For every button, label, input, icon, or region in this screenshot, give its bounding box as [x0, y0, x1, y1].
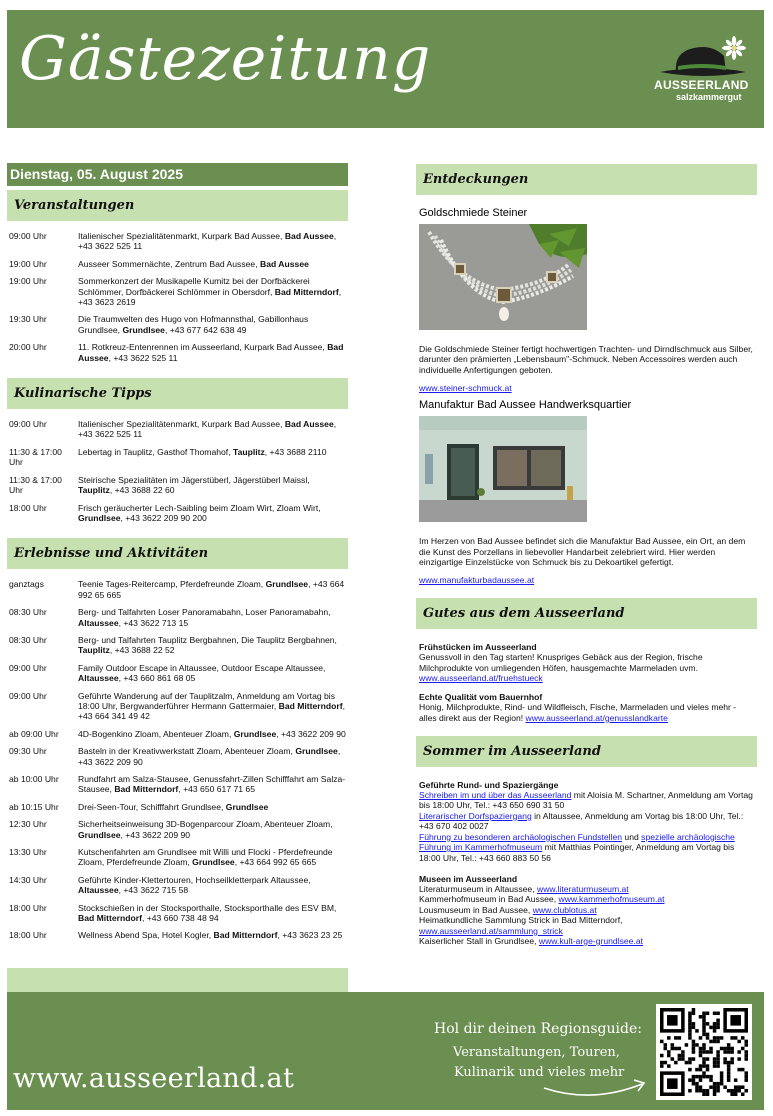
event-description: Sicherheitseinweisung 3D-Bogenparcour Zloam, Abenteuer Zloam, Grundlsee, +43 3622 209 90: [78, 819, 333, 840]
event-row: [9, 802, 346, 812]
event-location: Grundlsee: [78, 829, 121, 840]
qr-code-icon: [660, 1008, 748, 1096]
arrow-icon: [542, 1074, 652, 1102]
event-location: Grundlsee: [295, 746, 338, 757]
event-time: 12:30 Uhr: [9, 819, 47, 830]
event-location: Bad Aussee: [284, 231, 334, 241]
event-row: [9, 875, 346, 896]
dorfspaziergang-link[interactable]: Literarischer Dorfspaziergang: [419, 810, 532, 821]
event-location: Bad Mitterndorf: [213, 930, 278, 941]
event-time: 18:00 Uhr: [9, 902, 47, 913]
entdeckung-heading-2: Manufaktur Bad Aussee Handwerksquartier: [419, 399, 632, 412]
event-time: 19:00 Uhr: [9, 258, 47, 269]
logo-subtitle: salzkammergut: [676, 92, 742, 102]
event-time: 09:00 Uhr: [9, 690, 47, 701]
event-description: Lebertag in Tauplitz, Gasthof Thomahof, Tauplitz, +43 3688 2110: [78, 446, 327, 457]
manufaktur-link[interactable]: www.manufakturbadaussee.at: [419, 575, 535, 586]
event-location: Bad Aussee: [260, 258, 309, 269]
entdeckung-text-2: Im Herzen von Bad Aussee befindet sich die Manufaktur Bad Aussee, ein Ort, an dem die Kunst des Porzellans in liebevoller Handarbeit zelebriert wird. Hier werden einzigartige Einzelstücke von Schmuck bis zu Dekoartikel gefertigt.: [419, 536, 746, 568]
section-entdeckungen: Entdeckungen: [416, 164, 757, 195]
event-description: Stockschießen in der Stocksporthalle, Stocksporthalle des ESV BM, Bad Mitterndorf, +43 660 738 48 94: [78, 902, 337, 924]
fundstellen-link[interactable]: Führung zu besonderen archäologischen Fundstellen: [419, 831, 623, 842]
event-location: Bad Aussee: [284, 419, 334, 430]
fuehrungen-heading: Geführte Rund- und Spaziergänge: [419, 780, 559, 791]
event-description: Sommerkonzert der Musikapelle Kumitz bei der Dorfbäckerei Schlömmer, Dorfbäckerei Schlömmer in Obersdorf, Bad Mitterndorf, +43 3623 2619: [78, 276, 342, 308]
event-row: [9, 419, 346, 440]
jewelry-necklace-image: [419, 224, 587, 330]
event-row: [9, 447, 346, 468]
event-description: Drei-Seen-Tour, Schifffahrt Grundlsee, Grundlsee: [78, 801, 269, 812]
event-time: 11:30 & 17:00 Uhr: [9, 474, 62, 496]
event-time: 11:30 & 17:00 Uhr: [9, 446, 62, 468]
event-description: Steirische Spezialitäten im Jägerstüberl, Jägerstüberl Maissl, Tauplitz, +43 3688 22 60: [78, 474, 310, 496]
event-time: 09:00 Uhr: [9, 662, 47, 673]
event-location: Grundlsee: [225, 801, 269, 812]
event-row: [9, 930, 346, 940]
event-description: Rundfahrt am Salza-Stausee, Genussfahrt-Zillen Schifffahrt am Salza-Stausee, Bad Mitterndorf, +43 650 617 71 65: [78, 774, 346, 795]
event-description: Die Traumwelten des Hugo von Hofmannsthal, Gabillonhaus Grundlsee, Grundlsee, +43 677 642 638 49: [78, 314, 309, 335]
event-location: Altaussee: [78, 885, 119, 896]
event-row: [9, 663, 346, 684]
event-time: ab 10:00 Uhr: [9, 774, 59, 784]
event-location: Grundlsee: [192, 857, 235, 868]
footer-banner: [7, 992, 764, 1110]
left-column: [7, 163, 348, 956]
event-description: 11. Rotkreuz-Entenrennen im Ausseerland, Kurpark Bad Aussee, Bad Aussee, +43 3622 525 11: [78, 342, 344, 363]
qr-code[interactable]: [656, 1004, 752, 1100]
bauernhof-text-body: Honig, Milchprodukte, Rind- und Wildfleisch, Fische, Marmeladen und vieles mehr - alles direkt aus der Region!: [419, 702, 737, 723]
section-kulinarisch: Kulinarische Tipps: [7, 378, 348, 409]
event-location: Grundlsee: [122, 324, 165, 335]
event-row: [9, 819, 346, 840]
guide-line-3: Kulinarik und vieles mehr: [454, 1065, 625, 1080]
date-heading: Dienstag, 05. August 2025: [7, 163, 348, 186]
event-location: Bad Mitterndorf: [78, 913, 142, 924]
event-description: Berg- und Talfahrten Loser Panoramabahn, Loser Panoramabahn, Altaussee, +43 3622 713 15: [78, 607, 331, 628]
event-description: Italienischer Spezialitätenmarkt, Kurpark Bad Aussee, Bad Aussee, +43 3622 525 11: [78, 419, 337, 440]
museen-text: Literaturmuseum in Altaussee, www.literaturmuseum.at Kammerhofmuseum in Bad Aussee, www.kammerhofmuseum.at Lousmuseum in Bad Aussee, www.clublotus.at Heimatkundliche Sammlung Strick in Bad Mitterndorf, www.ausseerland.at/sammlung_strick Kaiserlicher Stall in Grundlsee, www.kult-arge-grundlsee.at: [419, 883, 665, 946]
fruehstueck-heading: Frühstücken im Ausseerland: [419, 642, 537, 653]
event-row: [9, 607, 346, 628]
event-time: ab 09:00 Uhr: [9, 728, 59, 739]
fruehstueck-text: Genussvoll in den Tag starten! Knuspriges Gebäck aus der Region, frische Milchprodukte von umliegenden Höfen, hausgemachte Marmeladen uvm.: [419, 652, 703, 673]
footer-url[interactable]: www.ausseerland.at: [13, 1063, 295, 1094]
event-time: ganztags: [9, 579, 44, 590]
event-time: 18:00 Uhr: [9, 930, 47, 941]
section-erlebnisse: Erlebnisse und Aktivitäten: [7, 538, 348, 569]
event-row: [9, 729, 346, 739]
event-description: Kutschenfahrten am Grundlsee mit Willi und Flocki - Pferdefreunde Zloam, Pferdefreunde Zloam, Grundlsee, +43 664 992 65 665: [78, 847, 333, 868]
literaturmuseum-link[interactable]: www.literaturmuseum.at: [536, 883, 629, 894]
event-row: [9, 259, 346, 269]
sammlung-strick-link[interactable]: www.ausseerland.at/sammlung_strick: [419, 925, 563, 936]
event-row: [9, 503, 346, 524]
event-time: 20:00 Uhr: [9, 342, 47, 353]
event-time: 19:00 Uhr: [9, 276, 47, 287]
event-row: [9, 847, 346, 868]
entdeckung-text-1: Die Goldschmiede Steiner fertigt hochwertigen Trachten- und Dirndlschmuck aus Silber, darunter den prämierten „Lebensbaum"-Schmuck. Neben Accessoires werden auch individuelle Anfertigungen geboten.: [419, 344, 753, 375]
bauernhof-text: [416, 702, 757, 723]
event-row: [9, 475, 346, 496]
event-location: Tauplitz: [78, 645, 110, 656]
event-row: [9, 903, 346, 924]
event-row: [9, 342, 346, 363]
event-location: Altaussee: [78, 617, 119, 628]
event-location: Bad Aussee: [78, 342, 344, 363]
kammerhof-fuehrung-link[interactable]: spezielle archäologische Führung im Kammerhofmuseum: [419, 831, 735, 853]
event-time: 18:00 Uhr: [9, 502, 47, 513]
event-time: 08:30 Uhr: [9, 607, 47, 618]
event-location: Grundlsee: [265, 579, 309, 590]
erlebnisse-list: [7, 569, 348, 956]
event-description: Italienischer Spezialitätenmarkt, Kurpark Bad Aussee, Bad Aussee, +43 3622 525 11: [78, 231, 337, 252]
steiner-link[interactable]: www.steiner-schmuck.at: [419, 383, 512, 394]
fuehrungen-text: Schreiben im und über das Ausseerland mit Aloisia M. Schartner, Anmeldung am Vortag bis 18:00 Uhr, Tel.: +43 650 690 31 50 Literarischer Dorfspaziergang in Altaussee, Anmeldung am Vortag bis 18:00 Uhr, Tel.: +43 670 402 0027 Führung zu besonderen archäologischen Fundstellen und spezielle archäologische Führung im Kammerhofmuseum mit Matthias Pointinger, Anmeldung am Vortag bis 18:00 Uhr, Tel.: +43 660 883 50 56: [419, 790, 753, 863]
museen-heading: Museen im Ausseerland: [419, 873, 518, 884]
event-description: Wellness Abend Spa, Hotel Kogler, Bad Mitterndorf, +43 3623 23 25: [78, 930, 343, 941]
event-location: Tauplitz: [78, 485, 110, 496]
event-row: [9, 231, 346, 252]
kulinarisch-list: [7, 409, 348, 538]
event-location: Grundlsee: [233, 728, 277, 739]
event-row: [9, 314, 346, 335]
event-location: Altaussee: [78, 673, 119, 684]
event-description: Teenie Tages-Reitercamp, Pferdefreunde Zloam, Grundlsee, +43 664 992 65 665: [78, 579, 345, 600]
event-row: [9, 746, 346, 767]
event-location: Bad Mitterndorf: [274, 286, 339, 297]
guide-line-1: Hol dir deinen Regionsguide:: [434, 1021, 642, 1037]
event-row: [9, 635, 346, 656]
logo-brand: AUSSEERLAND: [654, 78, 749, 92]
manufaktur-building-image: [419, 416, 587, 522]
clublotus-link[interactable]: www.clublotus.at: [532, 904, 597, 915]
event-description: Frisch geräucherter Lech-Saibling beim Zloam Wirt, Zloam Wirt, Grundlsee, +43 3622 209 90 200: [78, 502, 321, 523]
event-description: 4D-Bogenkino Zloam, Abenteuer Zloam, Grundlsee, +43 3622 209 90: [78, 728, 346, 739]
schreiben-link[interactable]: Schreiben im und über das Ausseerland: [419, 790, 572, 801]
section-gutes: Gutes aus dem Ausseerland: [416, 598, 757, 629]
event-description: Geführte Wanderung auf der Tauplitzalm, Anmeldung am Vortag bis 18:00 Uhr, Bergwanderführer Hermann Gattermaier, Bad Mitterndorf, +43 664 341 49 42: [78, 690, 345, 722]
section-sommer: Sommer im Ausseerland: [416, 736, 757, 767]
bauernhof-heading: Echte Qualität vom Bauernhof: [419, 692, 543, 703]
kammerhofmuseum-link[interactable]: www.kammerhofmuseum.at: [558, 894, 665, 905]
event-description: Geführte Kinder-Klettertouren, Hochseilkletterpark Altaussee, Altaussee, +43 3622 715 58: [78, 874, 311, 896]
guide-line-2: Veranstaltungen, Touren,: [453, 1045, 620, 1060]
event-description: Family Outdoor Escape in Altaussee, Outdoor Escape Altaussee, Altaussee, +43 660 861 68 05: [78, 662, 326, 684]
event-location: Bad Mitterndorf: [278, 700, 343, 711]
event-time: 09:00 Uhr: [9, 231, 47, 241]
event-location: Bad Mitterndorf: [114, 784, 179, 795]
event-time: 19:30 Uhr: [9, 314, 47, 325]
section-veranstaltungen: Veranstaltungen: [7, 190, 348, 221]
event-time: 08:30 Uhr: [9, 634, 47, 645]
event-location: Tauplitz: [232, 446, 265, 457]
event-row: [9, 579, 346, 600]
event-row: [9, 691, 346, 722]
hat-edelweiss-icon: [654, 34, 754, 84]
event-time: 09:00 Uhr: [9, 419, 47, 430]
fruehstueck-link[interactable]: www.ausseerland.at/fruehstueck: [419, 673, 543, 684]
event-time: ab 10:15 Uhr: [9, 801, 59, 812]
entdeckung-heading-1: Goldschmiede Steiner: [419, 207, 528, 219]
event-row: [9, 774, 346, 795]
event-row: [9, 276, 346, 307]
event-location: Grundlsee: [78, 512, 121, 523]
event-description: Berg- und Talfahrten Tauplitz Bergbahnen, Die Tauplitz Bergbahnen, Tauplitz, +43 3688 22 52: [78, 634, 337, 656]
right-column: [416, 164, 757, 946]
event-time: 13:30 Uhr: [9, 847, 47, 858]
page-title: Gästezeitung: [19, 24, 432, 94]
kult-arge-link[interactable]: www.kult-arge-grundlsee.at: [538, 935, 644, 946]
left-bottom-band: [7, 968, 348, 992]
genusslandkarte-link[interactable]: www.ausseerland.at/genusslandkarte: [525, 712, 668, 723]
event-time: 09:30 Uhr: [9, 746, 47, 757]
event-description: Ausseer Sommernächte, Zentrum Bad Aussee, Bad Aussee: [78, 258, 309, 269]
ausseerland-logo[interactable]: [654, 34, 754, 112]
header-banner: [7, 10, 764, 128]
events-list: [7, 221, 348, 378]
event-description: Basteln in der Kreativwerkstatt Zloam, Abenteuer Zloam, Grundlsee, +43 3622 209 90: [78, 746, 341, 767]
event-time: 14:30 Uhr: [9, 874, 47, 885]
